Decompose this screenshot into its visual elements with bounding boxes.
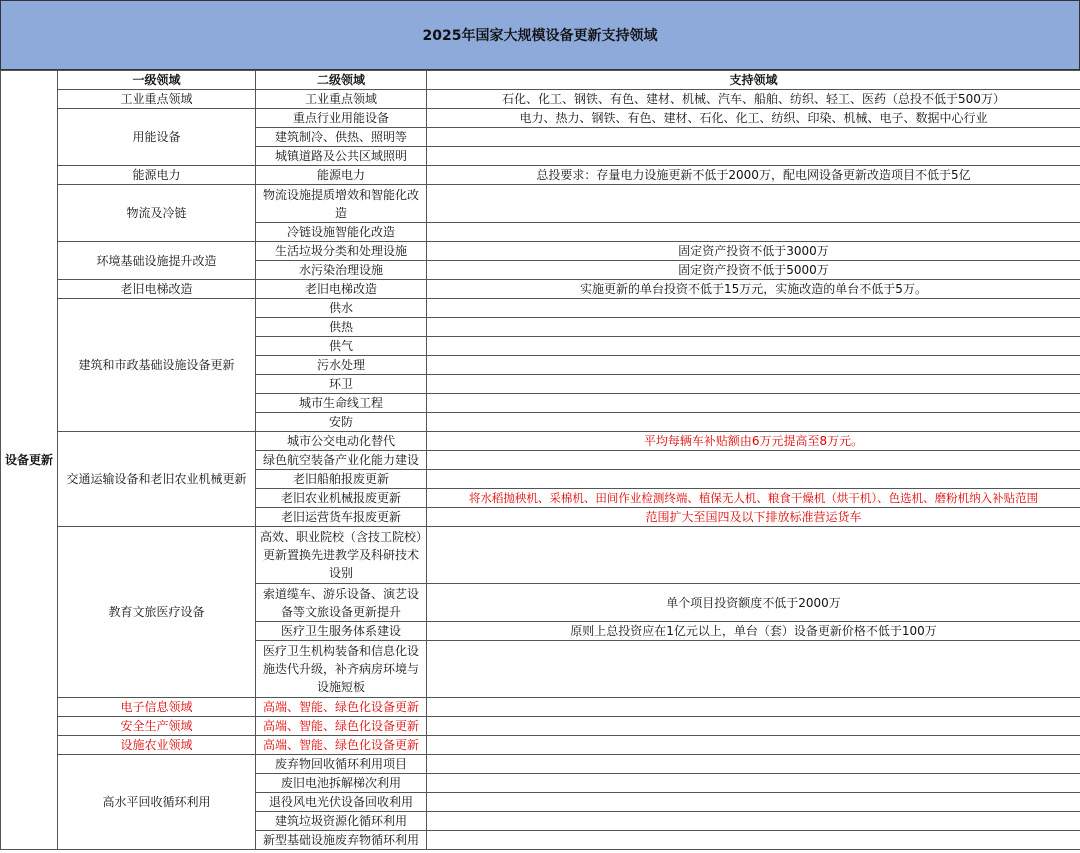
l2-cell: 建筑垃圾资源化循环利用 xyxy=(256,812,427,831)
support-cell: 石化、化工、钢铁、有色、建材、机械、汽车、船舶、纺织、轻工、医药（总投不低于500万） xyxy=(427,90,1080,109)
l2-cell: 老旧运营货车报废更新 xyxy=(256,508,427,527)
support-cell xyxy=(427,147,1080,166)
l2-cell: 供热 xyxy=(256,318,427,337)
l1-cell: 建筑和市政基础设施设备更新 xyxy=(58,299,256,432)
l1-cell: 能源电力 xyxy=(58,166,256,185)
l1-cell: 安全生产领域 xyxy=(58,717,256,736)
l2-cell: 城镇道路及公共区域照明 xyxy=(256,147,427,166)
l1-cell: 高水平回收循环利用 xyxy=(58,755,256,850)
l2-cell: 老旧农业机械报废更新 xyxy=(256,489,427,508)
support-cell: 总投要求：存量电力设施更新不低于2000万，配电网设备更新改造项目不低于5亿 xyxy=(427,166,1080,185)
l1-cell: 教育文旅医疗设备 xyxy=(58,527,256,698)
l1-cell: 电子信息领域 xyxy=(58,698,256,717)
l2-cell: 高效、职业院校（含技工院校）更新置换先进教学及科研技术设别 xyxy=(256,527,427,584)
support-cell xyxy=(427,299,1080,318)
support-cell xyxy=(427,356,1080,375)
support-cell xyxy=(427,793,1080,812)
l2-cell: 老旧船舶报废更新 xyxy=(256,470,427,489)
support-cell xyxy=(427,318,1080,337)
equipment-update-table xyxy=(0,70,1080,850)
support-cell xyxy=(427,774,1080,793)
l2-cell: 建筑制冷、供热、照明等 xyxy=(256,128,427,147)
col-header-l2: 二级领域 xyxy=(256,71,427,90)
col-header-l1: 一级领域 xyxy=(58,71,256,90)
support-cell xyxy=(427,375,1080,394)
l1-cell: 老旧电梯改造 xyxy=(58,280,256,299)
header-row xyxy=(1,71,1080,90)
table-row xyxy=(1,736,1080,755)
support-cell xyxy=(427,527,1080,584)
l2-cell: 冷链设施智能化改造 xyxy=(256,223,427,242)
support-cell: 平均每辆车补贴额由6万元提高至8万元。 xyxy=(427,432,1080,451)
l2-cell: 城市公交电动化替代 xyxy=(256,432,427,451)
l2-cell: 环卫 xyxy=(256,375,427,394)
l1-cell: 交通运输设备和老旧农业机械更新 xyxy=(58,432,256,527)
l2-cell: 能源电力 xyxy=(256,166,427,185)
l1-cell: 设施农业领域 xyxy=(58,736,256,755)
table-row xyxy=(1,299,1080,318)
l2-cell: 高端、智能、绿色化设备更新 xyxy=(256,736,427,755)
l2-cell: 高端、智能、绿色化设备更新 xyxy=(256,717,427,736)
l2-cell: 供气 xyxy=(256,337,427,356)
support-cell xyxy=(427,831,1080,850)
support-cell xyxy=(427,755,1080,774)
table-row xyxy=(1,698,1080,717)
support-cell: 固定资产投资不低于5000万 xyxy=(427,261,1080,280)
support-cell xyxy=(427,451,1080,470)
support-cell: 固定资产投资不低于3000万 xyxy=(427,242,1080,261)
l2-cell: 安防 xyxy=(256,413,427,432)
table-row xyxy=(1,280,1080,299)
l2-cell: 医疗卫生服务体系建设 xyxy=(256,622,427,641)
support-cell: 原则上总投资应在1亿元以上，单台（套）设备更新价格不低于100万 xyxy=(427,622,1080,641)
table-row xyxy=(1,432,1080,451)
root-category: 设备更新 xyxy=(1,71,58,850)
table-row xyxy=(1,527,1080,584)
support-cell xyxy=(427,337,1080,356)
l1-cell: 环境基础设施提升改造 xyxy=(58,242,256,280)
support-cell: 将水稻抛秧机、采棉机、田间作业检测终端、植保无人机、粮食干燥机（烘干机）、色选机、磨粉机纳入补贴范围 xyxy=(427,489,1080,508)
table-row xyxy=(1,755,1080,774)
support-cell xyxy=(427,413,1080,432)
l2-cell: 供水 xyxy=(256,299,427,318)
page-title: 2025年国家大规模设备更新支持领域 xyxy=(0,0,1080,70)
l2-cell: 绿色航空装备产业化能力建设 xyxy=(256,451,427,470)
l2-cell: 索道缆车、游乐设备、演艺设备等文旅设备更新提升 xyxy=(256,584,427,622)
l2-cell: 水污染治理设施 xyxy=(256,261,427,280)
l2-cell: 生活垃圾分类和处理设施 xyxy=(256,242,427,261)
table-row xyxy=(1,90,1080,109)
support-cell xyxy=(427,128,1080,147)
l2-cell: 工业重点领域 xyxy=(256,90,427,109)
support-cell: 电力、热力、钢铁、有色、建材、石化、化工、纺织、印染、机械、电子、数据中心行业 xyxy=(427,109,1080,128)
l2-cell: 污水处理 xyxy=(256,356,427,375)
l2-cell: 医疗卫生机构装备和信息化设施迭代升级，补齐病房环境与设施短板 xyxy=(256,641,427,698)
l1-cell: 工业重点领域 xyxy=(58,90,256,109)
l2-cell: 新型基础设施废弃物循环利用 xyxy=(256,831,427,850)
l1-cell: 用能设备 xyxy=(58,109,256,166)
support-cell xyxy=(427,641,1080,698)
table-row xyxy=(1,242,1080,261)
support-cell: 单个项目投资额度不低于2000万 xyxy=(427,584,1080,622)
l2-cell: 废弃物回收循环利用项目 xyxy=(256,755,427,774)
l2-cell: 高端、智能、绿色化设备更新 xyxy=(256,698,427,717)
l2-cell: 物流设施提质增效和智能化改造 xyxy=(256,185,427,223)
support-cell: 范围扩大至国四及以下排放标准营运货车 xyxy=(427,508,1080,527)
support-cell xyxy=(427,185,1080,223)
table-row xyxy=(1,185,1080,223)
table-row xyxy=(1,166,1080,185)
l2-cell: 废旧电池拆解梯次利用 xyxy=(256,774,427,793)
l2-cell: 退役风电光伏设备回收利用 xyxy=(256,793,427,812)
l2-cell: 老旧电梯改造 xyxy=(256,280,427,299)
col-header-support: 支持领域 xyxy=(427,71,1080,90)
l2-cell: 城市生命线工程 xyxy=(256,394,427,413)
support-cell xyxy=(427,223,1080,242)
table-row xyxy=(1,109,1080,128)
support-cell xyxy=(427,394,1080,413)
support-cell xyxy=(427,736,1080,755)
table-row xyxy=(1,717,1080,736)
support-cell xyxy=(427,698,1080,717)
support-cell xyxy=(427,470,1080,489)
l1-cell: 物流及冷链 xyxy=(58,185,256,242)
support-cell xyxy=(427,812,1080,831)
support-cell: 实施更新的单台投资不低于15万元，实施改造的单台不低于5万。 xyxy=(427,280,1080,299)
support-cell xyxy=(427,717,1080,736)
l2-cell: 重点行业用能设备 xyxy=(256,109,427,128)
